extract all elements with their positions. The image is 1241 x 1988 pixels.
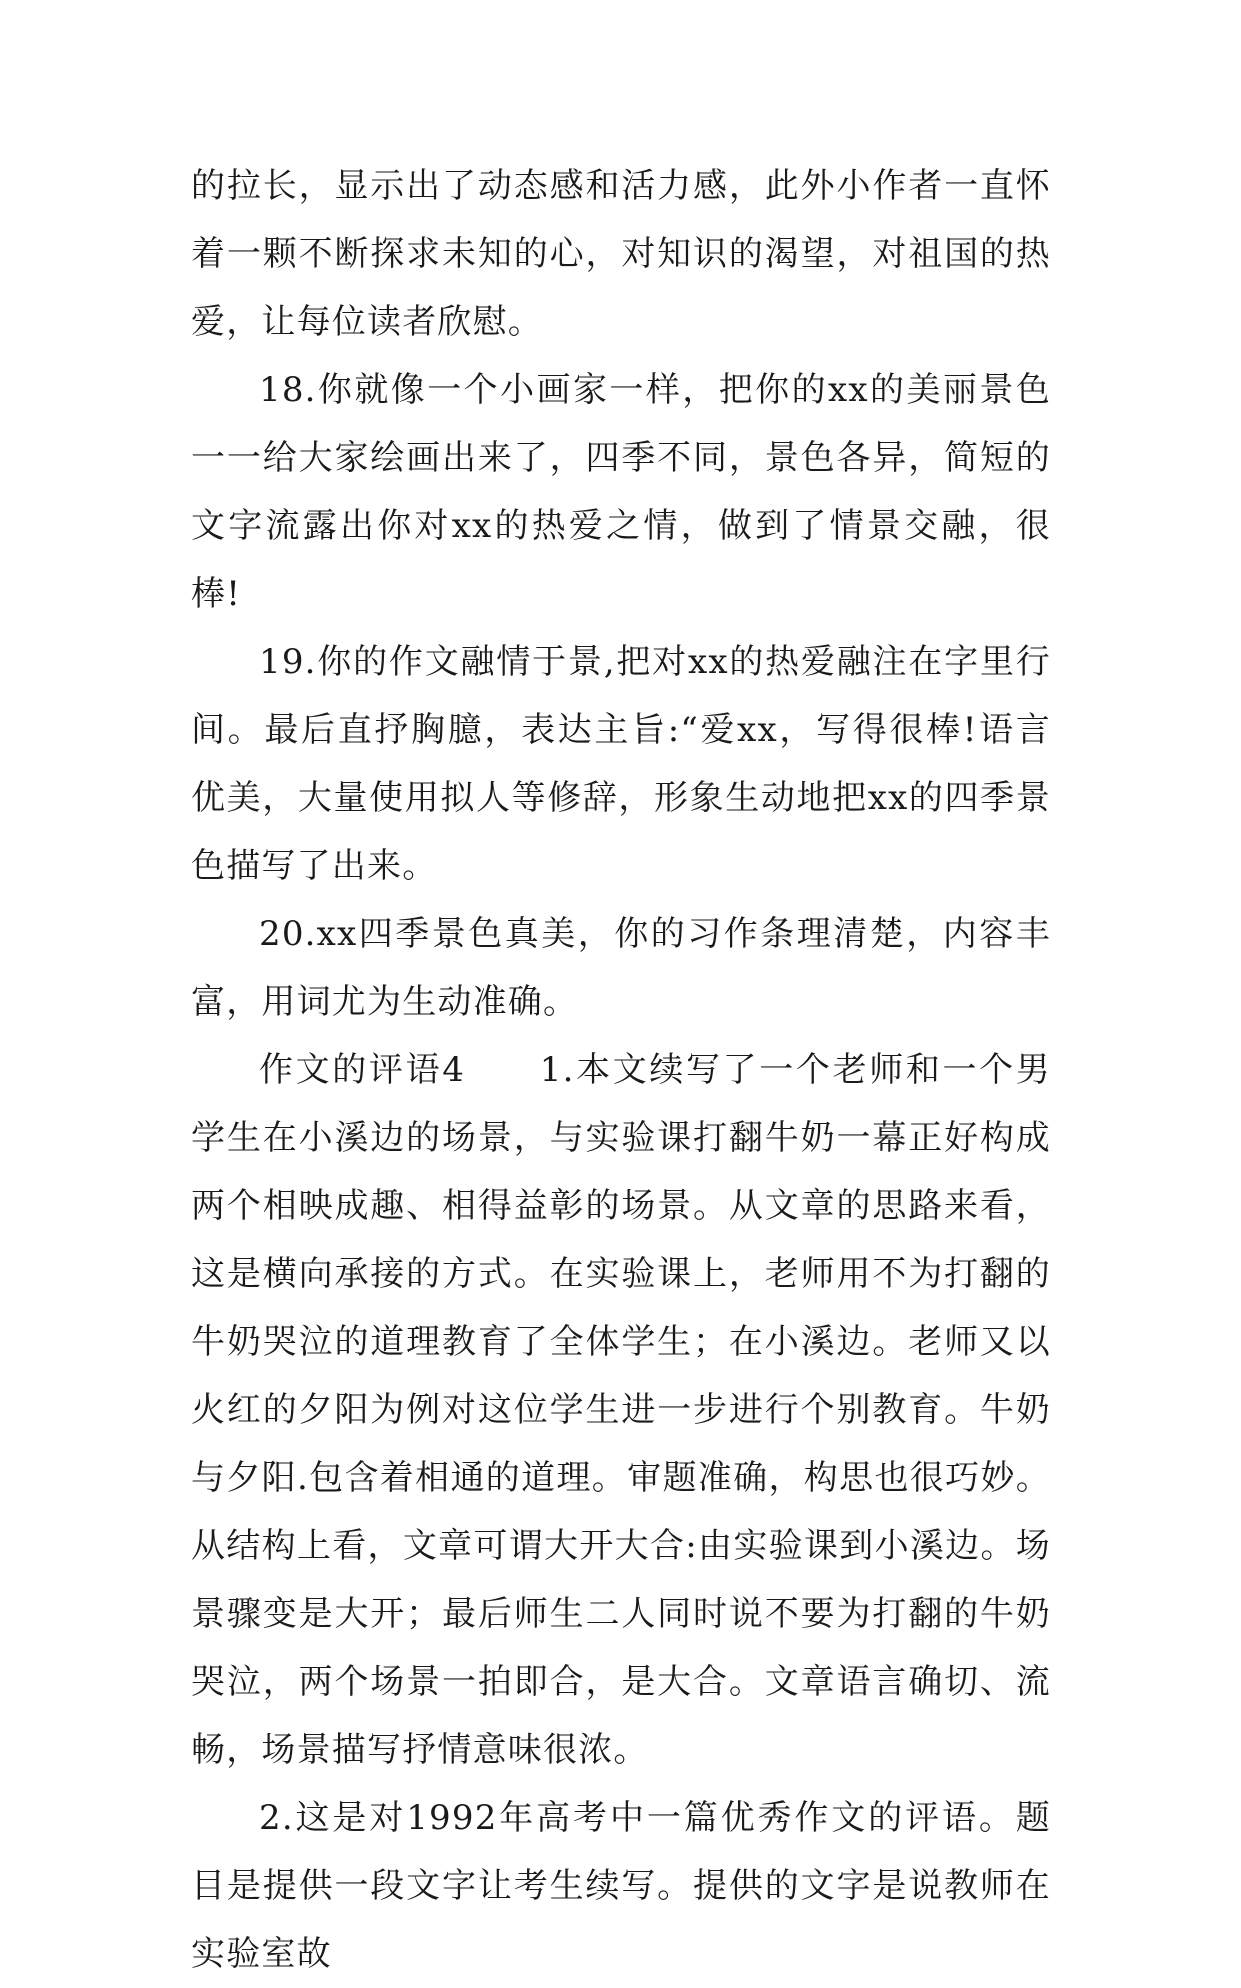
paragraph-comment-20: 20.xx四季景色真美，你的习作条理清楚，内容丰富，用词尤为生动准确。 <box>191 914 1051 1022</box>
paragraph-section-4-comment-2: 2.这是对1992年高考中一篇优秀作文的评语。题目是提供一段文字让考生续写。提供的文字是说教师在实验室故 <box>191 1798 1051 1974</box>
paragraph-comment-18: 18.你就像一个小画家一样，把你的xx的美丽景色一一给大家绘画出来了，四季不同，景色各异，简短的文字流露出你对xx的热爱之情，做到了情景交融，很棒! <box>191 370 1051 614</box>
paragraph-comment-19: 19.你的作文融情于景,把对xx的热爱融注在字里行间。最后直抒胸臆，表达主旨:“爱xx，写得很棒!语言优美，大量使用拟人等修辞，形象生动地把xx的四季景色描写了出来。 <box>191 642 1051 886</box>
paragraph-continuation: 的拉长，显示出了动态感和活力感，此外小作者一直怀着一颗不断探求未知的心，对知识的渴望，对祖国的热爱，让每位读者欣慰。 <box>191 166 1051 342</box>
document-body <box>191 152 1051 1988</box>
paragraph-section-4-comment-1: 作文的评语4 1.本文续写了一个老师和一个男学生在小溪边的场景，与实验课打翻牛奶一幕正好构成两个相映成趣、相得益彰的场景。从文章的思路来看，这是横向承接的方式。在实验课上，老师用不为打翻的牛奶哭泣的道理教育了全体学生；在小溪边。老师又以火红的夕阳为例对这位学生进一步进行个别教育。牛奶与夕阳.包含着相通的道理。审题准确，构思也很巧妙。从结构上看，文章可谓大开大合:由实验课到小溪边。场景骤变是大开；最后师生二人同时说不要为打翻的牛奶哭泣，两个场景一拍即合，是大合。文章语言确切、流畅，场景描写抒情意味很浓。 <box>191 1050 1051 1770</box>
